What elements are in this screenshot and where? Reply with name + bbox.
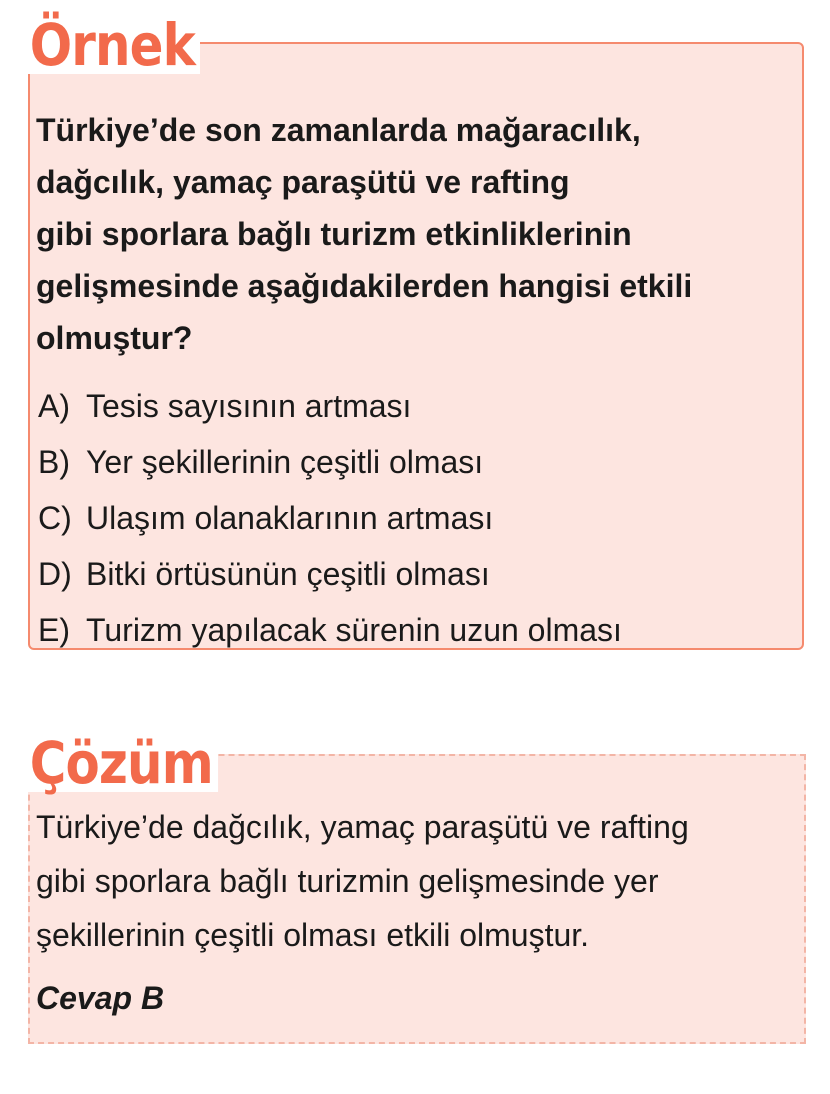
option-a[interactable]	[38, 378, 622, 434]
answer-options	[38, 378, 622, 658]
option-letter: B)	[38, 444, 70, 480]
question-line: gelişmesinde aşağıdakilerden hangisi etkili	[36, 268, 693, 304]
option-c[interactable]	[38, 490, 622, 546]
solution-label: Çözüm	[28, 734, 218, 792]
option-letter: C)	[38, 500, 72, 536]
question-line: olmuştur?	[36, 320, 193, 356]
answer-text: Cevap B	[36, 980, 165, 1016]
option-letter: D)	[38, 556, 72, 592]
option-letter: A)	[38, 388, 70, 424]
option-b[interactable]	[38, 434, 622, 490]
solution-text	[36, 800, 802, 962]
option-text: Tesis sayısının artması	[86, 388, 412, 424]
option-d[interactable]	[38, 546, 622, 602]
option-text: Ulaşım olanaklarının artması	[86, 500, 494, 536]
solution-line: Türkiye’de dağcılık, yamaç paraşütü ve rafting	[36, 809, 689, 845]
option-text: Turizm yapılacak sürenin uzun olması	[86, 612, 622, 648]
option-letter: E)	[38, 612, 70, 648]
question-line: dağcılık, yamaç paraşütü ve rafting	[36, 164, 570, 200]
option-e[interactable]	[38, 602, 622, 658]
option-text: Yer şekillerinin çeşitli olması	[86, 444, 484, 480]
question-text	[36, 104, 798, 364]
option-text: Bitki örtüsünün çeşitli olması	[86, 556, 490, 592]
question-line: gibi sporlara bağlı turizm etkinliklerinin	[36, 216, 632, 252]
solution-line: şekillerinin çeşitli olması etkili olmuştur.	[36, 917, 590, 953]
question-line: Türkiye’de son zamanlarda mağaracılık,	[36, 112, 641, 148]
example-label: Örnek	[28, 16, 200, 74]
solution-line: gibi sporlara bağlı turizmin gelişmesinde yer	[36, 863, 659, 899]
